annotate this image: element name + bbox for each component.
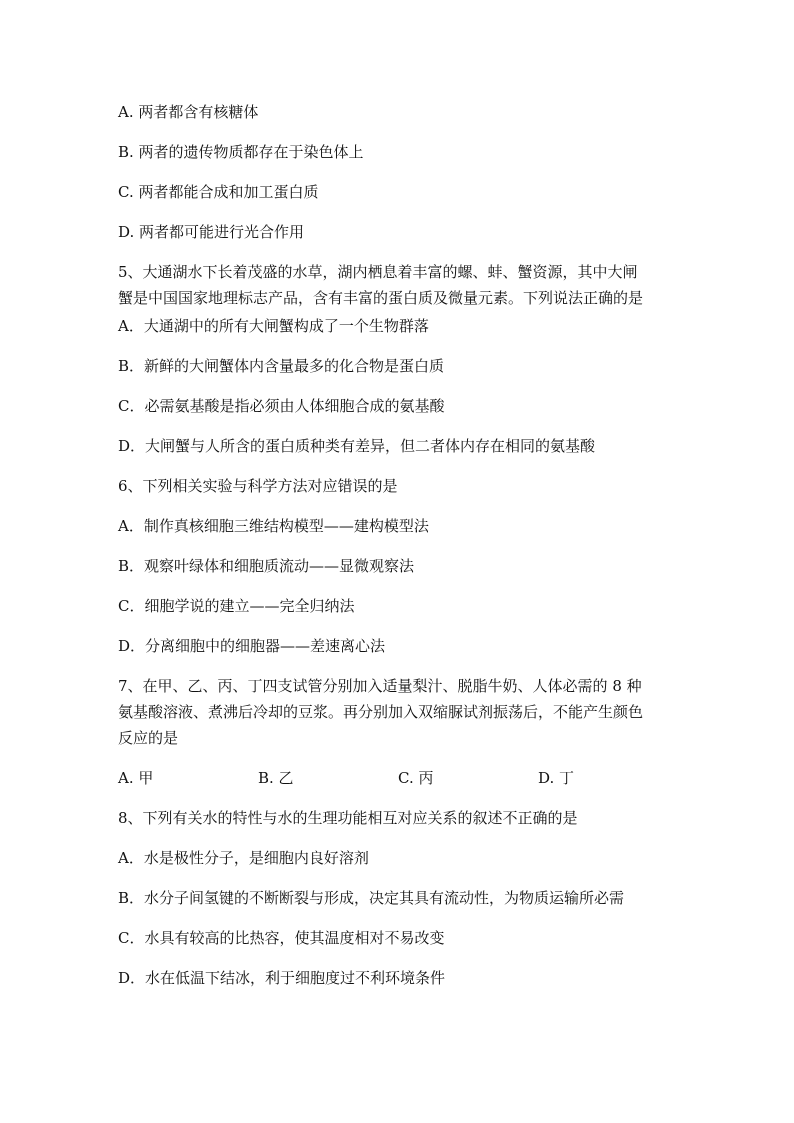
q6-option-b: B．观察叶绿体和细胞质流动——显微观察法 [118,557,415,575]
q4-option-d: D. 两者都可能进行光合作用 [118,223,305,241]
q7-option-b: B. 乙 [258,769,294,787]
q4-option-a: A. 两者都含有核糖体 [118,103,259,121]
q7-stem-line-1: 7、在甲、乙、丙、丁四支试管分别加入适量梨汁、脱脂牛奶、人体必需的 8 种 [118,677,642,695]
q5-option-c: C．必需氨基酸是指必须由人体细胞合成的氨基酸 [118,397,445,415]
q4-option-c: C. 两者都能合成和加工蛋白质 [118,183,319,201]
q5-option-b: B．新鲜的大闸蟹体内含量最多的化合物是蛋白质 [118,357,445,375]
q6-stem: 6、下列相关实验与科学方法对应错误的是 [118,477,398,495]
q5-option-a: A．大通湖中的所有大闸蟹构成了一个生物群落 [118,317,429,335]
q8-option-d: D．水在低温下结冰，利于细胞度过不利环境条件 [118,969,446,987]
q8-option-c: C．水具有较高的比热容，使其温度相对不易改变 [118,929,445,947]
q5-option-d: D．大闸蟹与人所含的蛋白质种类有差异，但二者体内存在相同的氨基酸 [118,437,596,455]
q7-option-c: C. 丙 [398,769,434,787]
q8-stem: 8、下列有关水的特性与水的生理功能相互对应关系的叙述不正确的是 [118,809,578,827]
q4-option-b: B. 两者的遗传物质都存在于染色体上 [118,143,364,161]
q6-option-a: A．制作真核细胞三维结构模型——建构模型法 [118,517,429,535]
q7-option-a: A. 甲 [118,769,154,787]
q8-option-a: A．水是极性分子，是细胞内良好溶剂 [118,849,369,867]
q7-option-d: D. 丁 [538,769,575,787]
q7-stem-line-3: 反应的是 [118,729,179,747]
q6-option-d: D．分离细胞中的细胞器——差速离心法 [118,637,386,655]
q6-option-c: C．细胞学说的建立——完全归纳法 [118,597,355,615]
q7-stem-line-2: 氨基酸溶液、煮沸后冷却的豆浆。再分别加入双缩脲试剂振荡后，不能产生颜色 [118,703,644,721]
q5-stem-line-2: 蟹是中国国家地理标志产品，含有丰富的蛋白质及微量元素。下列说法正确的是 [118,289,644,307]
q8-option-b: B．水分子间氢键的不断断裂与形成，决定其具有流动性，为物质运输所必需 [118,889,625,907]
q5-stem-line-1: 5、大通湖水下长着茂盛的水草，湖内栖息着丰富的螺、蚌、蟹资源，其中大闸 [118,263,638,281]
